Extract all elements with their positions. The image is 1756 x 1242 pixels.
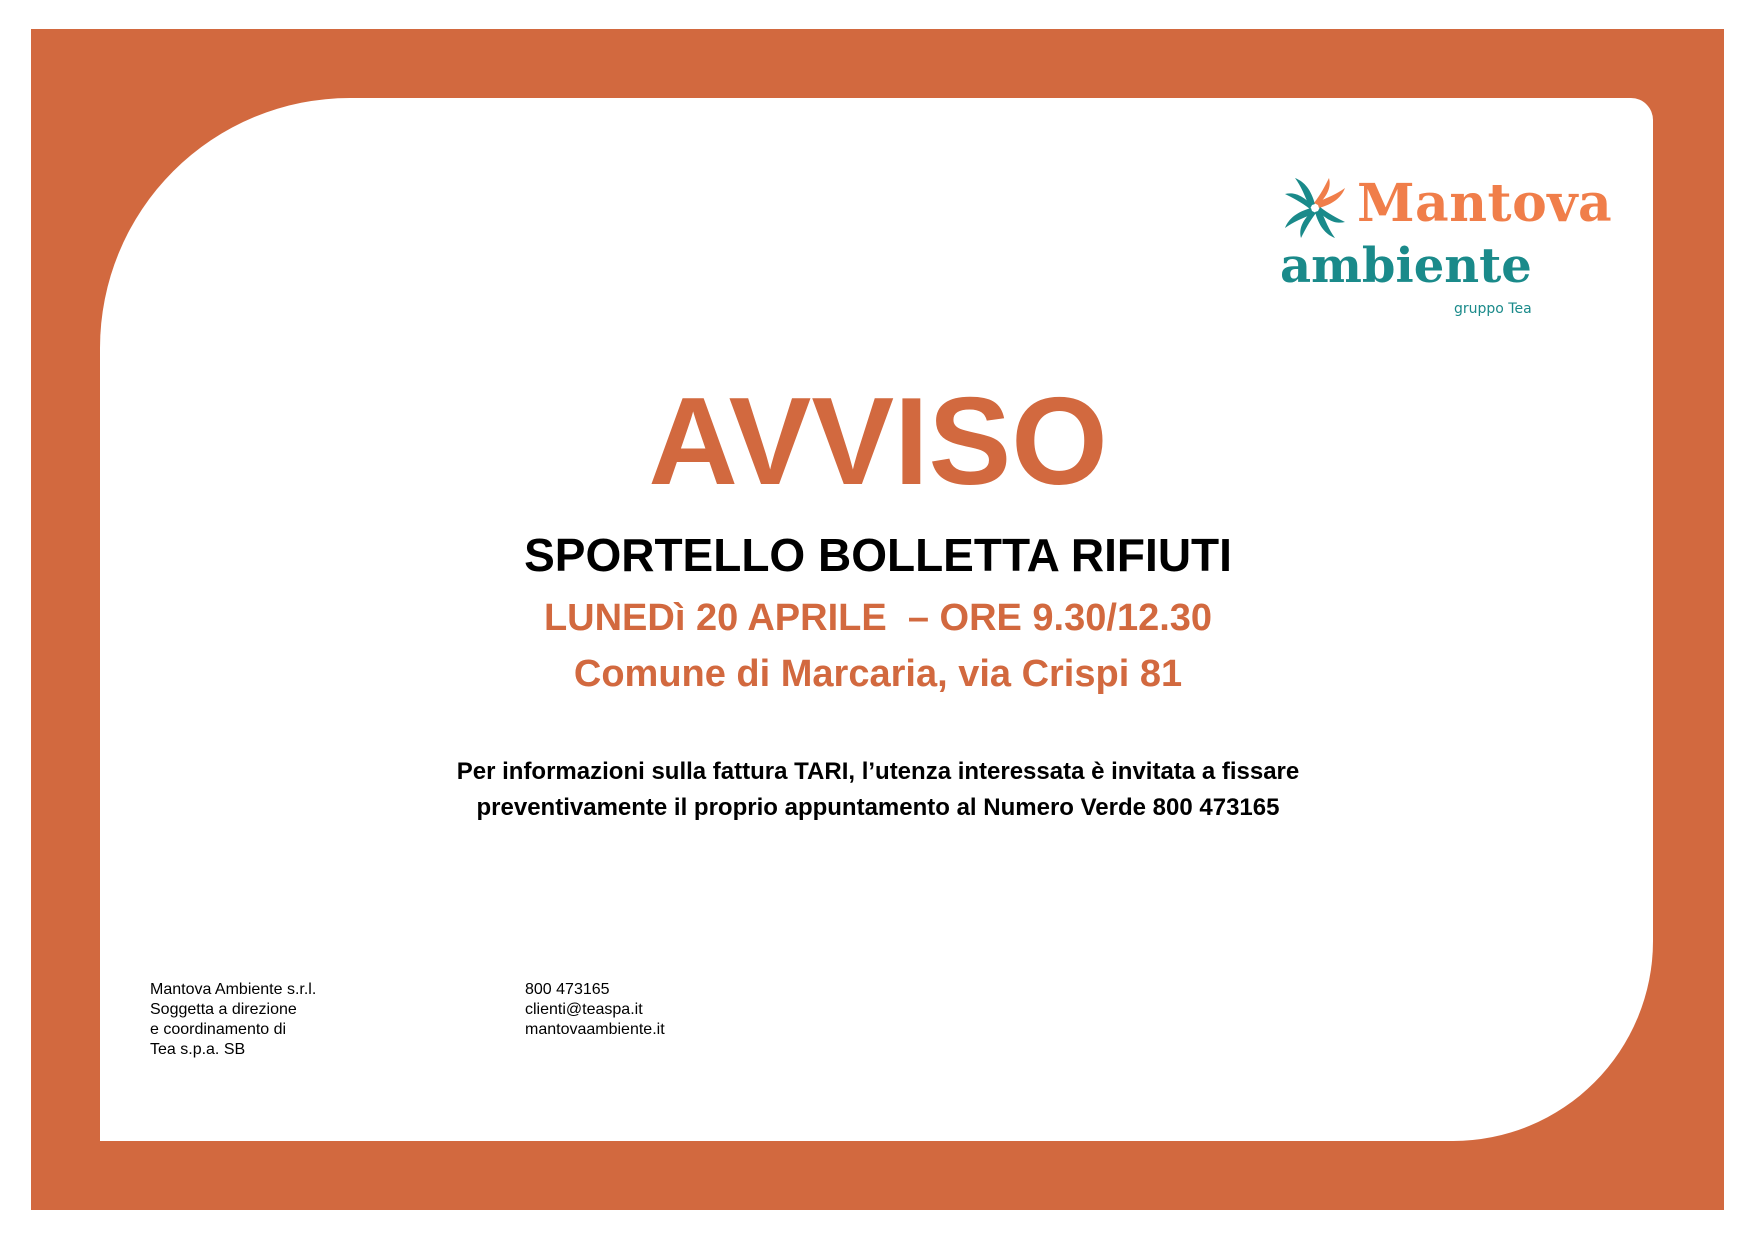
- notice-subtitle: SPORTELLO BOLLETTA RIFIUTI: [524, 529, 1232, 581]
- footer-company-line: e coordinamento di: [150, 1021, 287, 1038]
- footer-email: clienti@teaspa.it: [525, 1001, 643, 1018]
- footer-company-line: Tea s.p.a. SB: [150, 1041, 246, 1058]
- logo-text-ambiente: ambiente: [1280, 238, 1532, 294]
- footer-website: mantovaambiente.it: [525, 1021, 665, 1038]
- logo-subtitle: gruppo Tea: [1454, 301, 1532, 317]
- notice-title: AVVISO: [648, 373, 1108, 511]
- info-line-1: Per informazioni sulla fattura TARI, l’utenza interessata è invitata a fissare: [456, 758, 1300, 785]
- pinwheel-logo-icon: [1275, 168, 1355, 248]
- footer-company-info: [150, 980, 316, 1060]
- footer-phone: 800 473165: [525, 981, 610, 998]
- notice-info: [0, 754, 1756, 826]
- footer-company-line: Soggetta a direzione: [150, 1001, 297, 1018]
- footer-company-line: Mantova Ambiente s.r.l.: [150, 981, 317, 998]
- notice-date-time: LUNEDì 20 APRILE – ORE 9.30/12.30: [543, 597, 1213, 639]
- mantova-ambiente-logo: [1275, 160, 1615, 320]
- info-line-2: preventivamente il proprio appuntamento al Numero Verde 800 473165: [476, 794, 1280, 821]
- logo-text-mantova: Mantova: [1357, 173, 1613, 234]
- notice-location: Comune di Marcaria, via Crispi 81: [573, 653, 1183, 695]
- footer-contacts: [525, 980, 665, 1040]
